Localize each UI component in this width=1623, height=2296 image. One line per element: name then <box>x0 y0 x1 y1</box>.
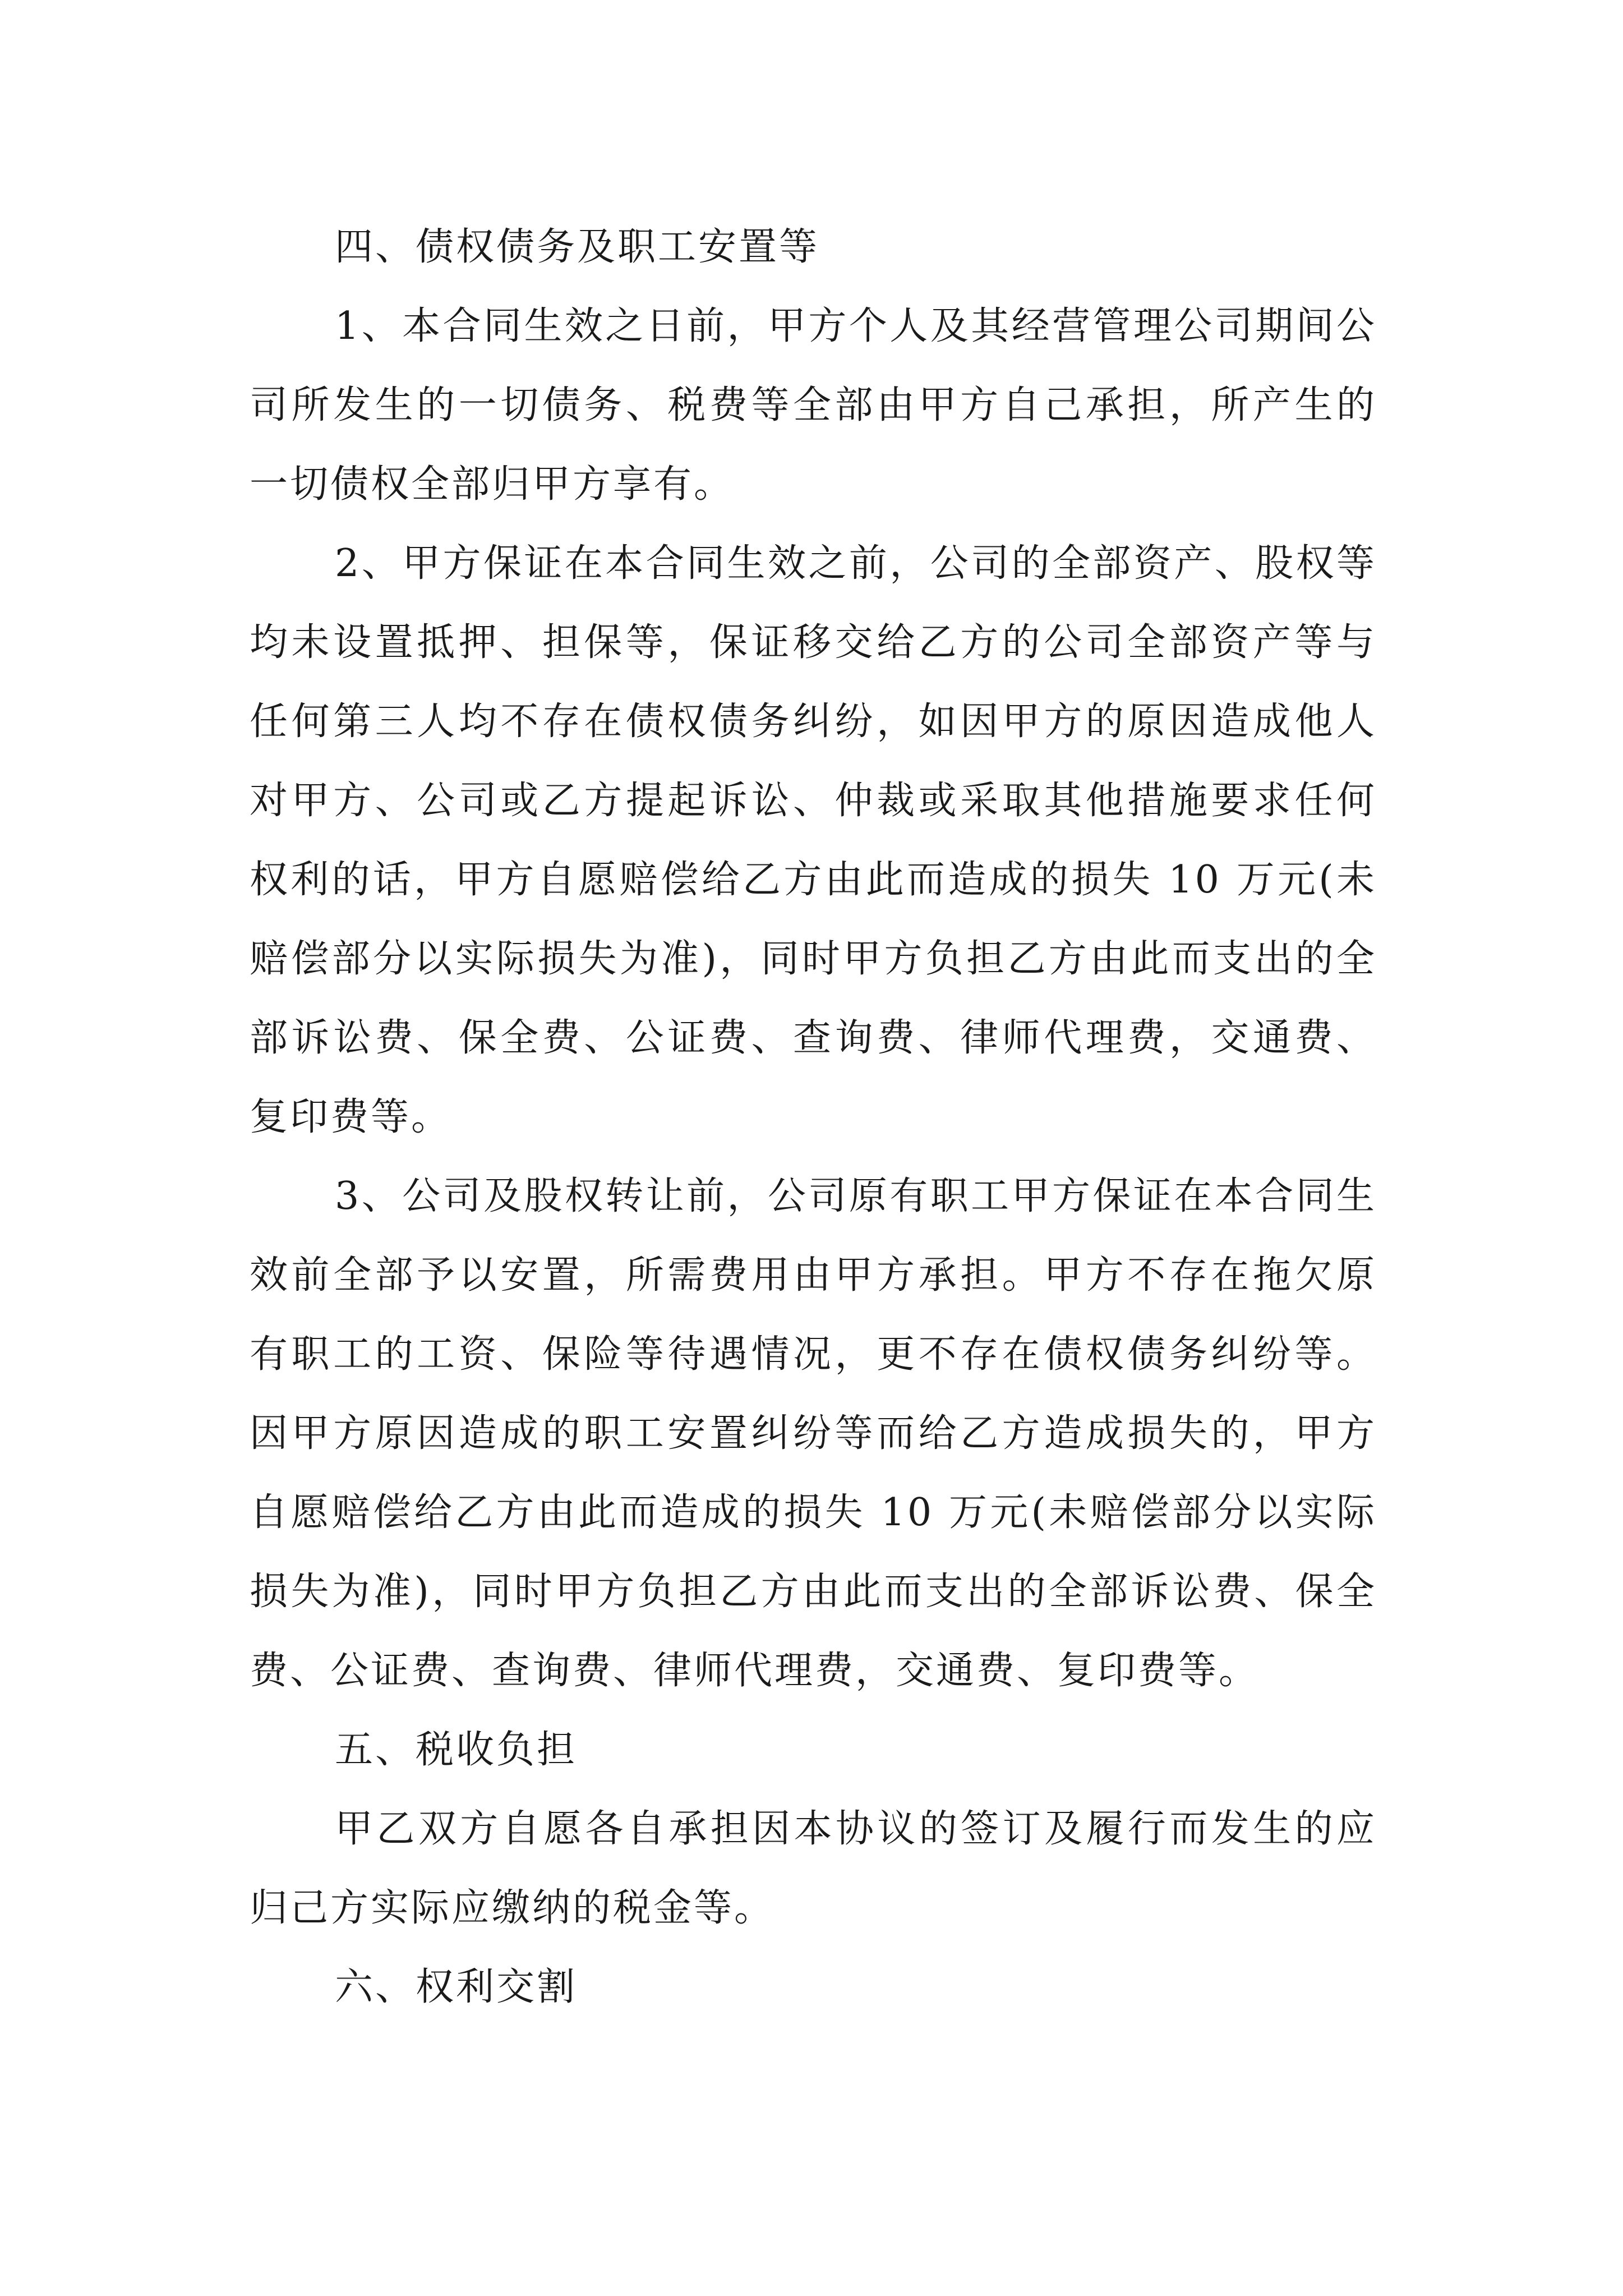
section-heading-rights: 六、权利交割 <box>335 1965 578 2009</box>
clause-3-paragraph: 3、公司及股权转让前，公司原有职工甲方保证在本合同生效前全部予以安置，所需费用由甲方承担。甲方不存在拖欠原有职工的工资、保险等待遇情况，更不存在债权债务纠纷等。因甲方原因造成的职工安置纠纷等而给乙方造成损失的，甲方自愿赔偿给乙方由此而造成的损失 10 万元(未赔偿部分以实际损失为准)，同时甲方负担乙方由此而支出的全部诉讼费、保全费、公证费、查询费、律师代理费，交通费、复印费等。 <box>250 1174 1377 1693</box>
clause-2-paragraph: 2、甲方保证在本合同生效之前，公司的全部资产、股权等均未设置抵押、担保等，保证移交给乙方的公司全部资产等与任何第三人均不存在债权债务纠纷，如因甲方的原因造成他人对甲方、公司或乙方提起诉讼、仲裁或采取其他措施要求任何权利的话，甲方自愿赔偿给乙方由此而造成的损失 10 万元(未赔偿部分以实际损失为准)，同时甲方负担乙方由此而支出的全部诉讼费、保全费、公证费、查询费、律师代理费，交通费、复印费等。 <box>250 541 1377 1139</box>
section-heading-tax: 五、税收负担 <box>335 1728 578 1772</box>
document-body <box>250 208 1377 2027</box>
section-heading-debts: 四、债权债务及职工安置等 <box>335 225 820 269</box>
tax-paragraph: 甲乙双方自愿各自承担因本协议的签订及履行而发生的应归己方实际应缴纳的税金等。 <box>250 1807 1377 1930</box>
clause-1-paragraph: 1、本合同生效之日前，甲方个人及其经营管理公司期间公司所发生的一切债务、税费等全部由甲方自己承担，所产生的一切债权全部归甲方享有。 <box>250 304 1377 507</box>
